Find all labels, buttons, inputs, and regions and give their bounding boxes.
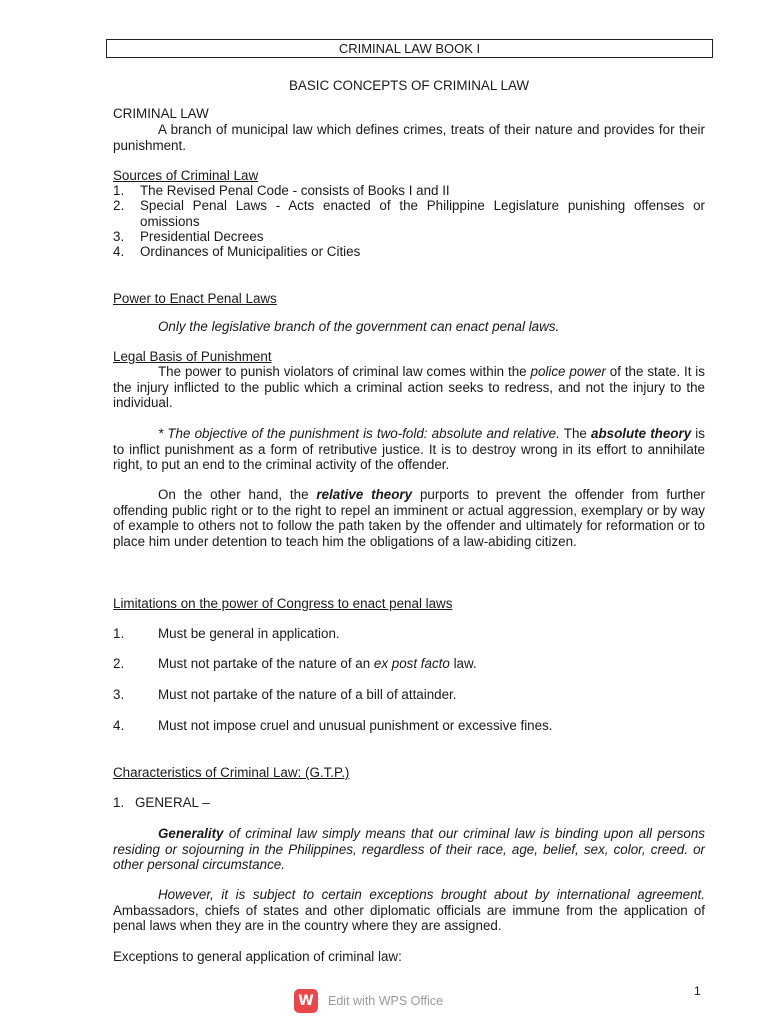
wps-logo-icon: W — [294, 989, 318, 1013]
criminal-law-label: CRIMINAL LAW — [113, 106, 209, 121]
legal-basis-text: The power to punish violators of criminal law comes within the police power of the state. It is the injury inflicted to the public which a criminal action seeks to redress, and not the injury to the individual. — [113, 364, 705, 410]
title-box: CRIMINAL LAW BOOK I — [106, 39, 713, 58]
list-item: 1. Must be general in application. — [113, 626, 340, 641]
list-item: 4. Must not impose cruel and unusual punishment or excessive fines. — [113, 718, 553, 733]
sources-heading: Sources of Criminal Law — [113, 168, 259, 183]
legal-basis-heading: Legal Basis of Punishment — [113, 349, 272, 364]
list-item: 3. Must not partake of the nature of a bill of attainder. — [113, 687, 457, 702]
objective-paragraph: * The objective of the punishment is two-fold: absolute and relative. The absolute theory is to inflict punishment as a form of retributive justice. It is to destroy wrong in its effort to annihilate right, to put an end to the criminal activity of the offender. — [113, 426, 705, 472]
list-item: 1. The Revised Penal Code - consists of Books I and II — [113, 183, 450, 198]
characteristics-heading: Characteristics of Criminal Law: (G.T.P.) — [113, 765, 350, 780]
criminal-law-definition: A branch of municipal law which defines crimes, treats of their nature and provides for their punishment. — [113, 122, 705, 153]
list-item: 2. Must not partake of the nature of an ex post facto law. — [113, 656, 477, 671]
power-text: Only the legislative branch of the government can enact penal laws. — [158, 319, 560, 334]
list-item: 4. Ordinances of Municipalities or Cities — [113, 244, 361, 259]
power-heading: Power to Enact Penal Laws — [113, 291, 277, 306]
general-item: 1. GENERAL – — [113, 795, 210, 810]
generality-paragraph: Generality of criminal law simply means that our criminal law is binding upon all persons residing or sojourning in the Philippines, regardless of their race, age, belief, sex, color, creed. or other personal circumstance. — [113, 826, 705, 872]
limitations-heading: Limitations on the power of Congress to enact penal laws — [113, 596, 453, 611]
however-paragraph: However, it is subject to certain exceptions brought about by international agreement. Ambassadors, chiefs of states and other diplomatic officials are immune from the application of penal laws when they are in the country where they are assigned. — [113, 887, 705, 933]
doc-heading: BASIC CONCEPTS OF CRIMINAL LAW — [288, 78, 530, 93]
relative-paragraph: On the other hand, the relative theory purports to prevent the offender from further offending public right or to the right to repel an imminent or actual aggression, exemplary or by way of example to others not to follow the path taken by the offender and ultimately for reformation or to place him under detention to teach him the obligations of a law-abiding citizen. — [113, 487, 705, 549]
page-number: 1 — [694, 984, 701, 998]
edit-with-wps-button[interactable] — [294, 988, 443, 1014]
exceptions-heading: Exceptions to general application of criminal law: — [113, 949, 402, 964]
wps-label: Edit with WPS Office — [328, 994, 444, 1008]
list-item: 2. Special Penal Laws - Acts enacted of the Philippine Legislature punishing offenses or omissions — [113, 198, 705, 229]
list-item: 3. Presidential Decrees — [113, 229, 264, 244]
